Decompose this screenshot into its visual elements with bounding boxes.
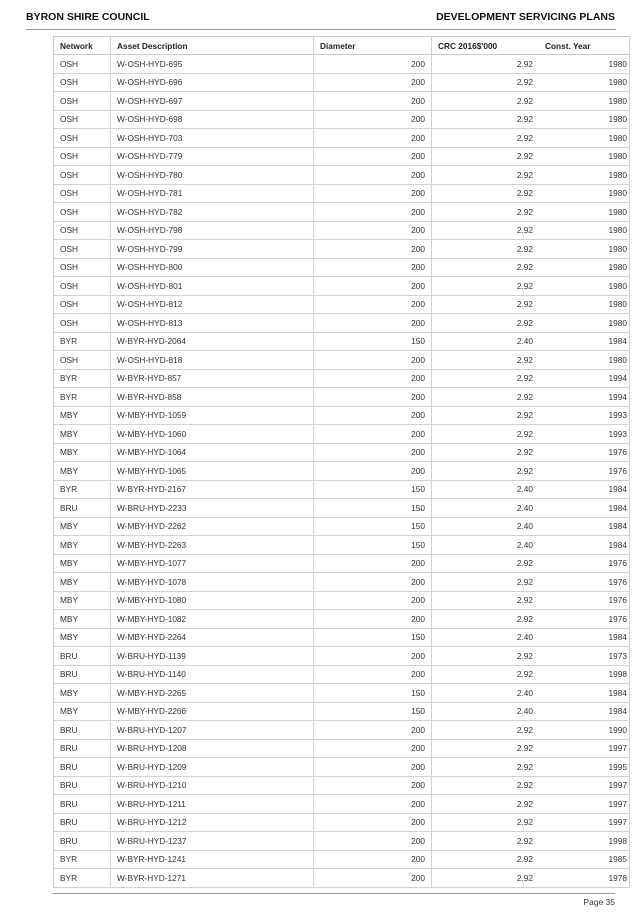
crc-cell: 2.40 (432, 536, 540, 555)
network-cell: OSH (54, 92, 111, 111)
asset-description-cell: W-OSH-HYD-801 (111, 277, 314, 296)
table-row (54, 258, 630, 277)
network-cell: BRU (54, 832, 111, 851)
asset-description-cell: W-BRU-HYD-1212 (111, 813, 314, 832)
asset-description-cell: W-OSH-HYD-818 (111, 351, 314, 370)
table-row (54, 462, 630, 481)
const-year-cell: 1985 (539, 850, 630, 869)
asset-description-cell: W-OSH-HYD-813 (111, 314, 314, 333)
crc-cell: 2.92 (432, 443, 540, 462)
diameter-cell: 200 (314, 721, 432, 740)
crc-cell: 2.92 (432, 776, 540, 795)
table-row (54, 573, 630, 592)
const-year-cell: 1984 (539, 684, 630, 703)
diameter-cell: 200 (314, 258, 432, 277)
const-year-cell: 1980 (539, 295, 630, 314)
table-row (54, 758, 630, 777)
const-year-cell: 1994 (539, 388, 630, 407)
const-year-cell: 1980 (539, 110, 630, 129)
diameter-cell: 200 (314, 92, 432, 111)
diameter-cell: 200 (314, 610, 432, 629)
diameter-cell: 200 (314, 221, 432, 240)
const-year-cell: 1990 (539, 721, 630, 740)
table-row (54, 517, 630, 536)
const-year-cell: 1998 (539, 665, 630, 684)
diameter-cell: 150 (314, 499, 432, 518)
network-cell: MBY (54, 462, 111, 481)
table-row (54, 591, 630, 610)
asset-description-cell: W-MBY-HYD-2266 (111, 702, 314, 721)
network-cell: MBY (54, 406, 111, 425)
column-header-crc: CRC 2016$'000 (432, 37, 540, 55)
table-row (54, 314, 630, 333)
asset-description-cell: W-BYR-HYD-2167 (111, 480, 314, 499)
network-cell: MBY (54, 573, 111, 592)
diameter-cell: 200 (314, 110, 432, 129)
table-row (54, 110, 630, 129)
column-header-const-year: Const. Year (539, 37, 630, 55)
table-row (54, 869, 630, 888)
crc-cell: 2.92 (432, 869, 540, 888)
table-row (54, 665, 630, 684)
crc-cell: 2.92 (432, 647, 540, 666)
table-row (54, 351, 630, 370)
network-cell: OSH (54, 166, 111, 185)
crc-cell: 2.92 (432, 258, 540, 277)
table-row (54, 332, 630, 351)
crc-cell: 2.92 (432, 221, 540, 240)
asset-description-cell: W-MBY-HYD-1059 (111, 406, 314, 425)
asset-description-cell: W-MBY-HYD-2262 (111, 517, 314, 536)
crc-cell: 2.40 (432, 702, 540, 721)
asset-description-cell: W-BYR-HYD-1241 (111, 850, 314, 869)
network-cell: BYR (54, 388, 111, 407)
const-year-cell: 1984 (539, 332, 630, 351)
const-year-cell: 1984 (539, 517, 630, 536)
asset-description-cell: W-MBY-HYD-1065 (111, 462, 314, 481)
crc-cell: 2.40 (432, 332, 540, 351)
const-year-cell: 1980 (539, 203, 630, 222)
network-cell: OSH (54, 258, 111, 277)
network-cell: OSH (54, 73, 111, 92)
table-row (54, 166, 630, 185)
table-row (54, 425, 630, 444)
const-year-cell: 1976 (539, 573, 630, 592)
network-cell: MBY (54, 628, 111, 647)
diameter-cell: 200 (314, 203, 432, 222)
network-cell: MBY (54, 536, 111, 555)
const-year-cell: 1976 (539, 554, 630, 573)
crc-cell: 2.92 (432, 314, 540, 333)
crc-cell: 2.40 (432, 628, 540, 647)
crc-cell: 2.92 (432, 462, 540, 481)
column-header-diameter: Diameter (314, 37, 432, 55)
const-year-cell: 1980 (539, 221, 630, 240)
table-row (54, 443, 630, 462)
table-row (54, 73, 630, 92)
table-row (54, 628, 630, 647)
const-year-cell: 1984 (539, 628, 630, 647)
table-row (54, 499, 630, 518)
crc-cell: 2.92 (432, 129, 540, 148)
network-cell: OSH (54, 277, 111, 296)
table-row (54, 480, 630, 499)
diameter-cell: 150 (314, 536, 432, 555)
table-row (54, 184, 630, 203)
diameter-cell: 150 (314, 684, 432, 703)
asset-description-cell: W-MBY-HYD-1078 (111, 573, 314, 592)
table-row (54, 295, 630, 314)
asset-description-cell: W-MBY-HYD-1082 (111, 610, 314, 629)
const-year-cell: 1980 (539, 184, 630, 203)
crc-cell: 2.92 (432, 295, 540, 314)
table-row (54, 554, 630, 573)
const-year-cell: 1984 (539, 702, 630, 721)
network-cell: OSH (54, 55, 111, 74)
const-year-cell: 1993 (539, 425, 630, 444)
crc-cell: 2.92 (432, 388, 540, 407)
asset-description-cell: W-BRU-HYD-1211 (111, 795, 314, 814)
table-row (54, 795, 630, 814)
diameter-cell: 200 (314, 295, 432, 314)
const-year-cell: 1984 (539, 499, 630, 518)
network-cell: BYR (54, 480, 111, 499)
crc-cell: 2.92 (432, 739, 540, 758)
asset-description-cell: W-OSH-HYD-812 (111, 295, 314, 314)
table-row (54, 536, 630, 555)
table-row (54, 406, 630, 425)
diameter-cell: 200 (314, 758, 432, 777)
crc-cell: 2.92 (432, 110, 540, 129)
diameter-cell: 150 (314, 332, 432, 351)
network-cell: MBY (54, 554, 111, 573)
network-cell: MBY (54, 425, 111, 444)
const-year-cell: 1980 (539, 92, 630, 111)
crc-cell: 2.92 (432, 721, 540, 740)
diameter-cell: 200 (314, 850, 432, 869)
diameter-cell: 200 (314, 832, 432, 851)
network-cell: BYR (54, 369, 111, 388)
header-divider (26, 29, 616, 30)
table-row (54, 221, 630, 240)
footer-divider (53, 893, 615, 894)
diameter-cell: 200 (314, 406, 432, 425)
table-row (54, 739, 630, 758)
table-row (54, 647, 630, 666)
asset-description-cell: W-BRU-HYD-1210 (111, 776, 314, 795)
asset-description-cell: W-OSH-HYD-697 (111, 92, 314, 111)
const-year-cell: 1973 (539, 647, 630, 666)
network-cell: BYR (54, 869, 111, 888)
network-cell: BRU (54, 647, 111, 666)
crc-cell: 2.92 (432, 351, 540, 370)
const-year-cell: 1980 (539, 73, 630, 92)
diameter-cell: 200 (314, 277, 432, 296)
diameter-cell: 150 (314, 628, 432, 647)
asset-description-cell: W-MBY-HYD-2264 (111, 628, 314, 647)
diameter-cell: 200 (314, 184, 432, 203)
network-cell: MBY (54, 684, 111, 703)
crc-cell: 2.92 (432, 369, 540, 388)
diameter-cell: 200 (314, 591, 432, 610)
network-cell: OSH (54, 221, 111, 240)
crc-cell: 2.40 (432, 480, 540, 499)
crc-cell: 2.92 (432, 850, 540, 869)
const-year-cell: 1976 (539, 610, 630, 629)
network-cell: OSH (54, 184, 111, 203)
const-year-cell: 1980 (539, 166, 630, 185)
const-year-cell: 1997 (539, 776, 630, 795)
network-cell: BYR (54, 332, 111, 351)
asset-description-cell: W-BRU-HYD-1139 (111, 647, 314, 666)
diameter-cell: 200 (314, 554, 432, 573)
network-cell: OSH (54, 351, 111, 370)
asset-description-cell: W-BYR-HYD-1271 (111, 869, 314, 888)
crc-cell: 2.92 (432, 425, 540, 444)
diameter-cell: 200 (314, 665, 432, 684)
network-cell: BRU (54, 665, 111, 684)
crc-cell: 2.40 (432, 499, 540, 518)
table-row (54, 147, 630, 166)
asset-description-cell: W-BRU-HYD-2233 (111, 499, 314, 518)
diameter-cell: 200 (314, 129, 432, 148)
table-header-row (54, 37, 630, 55)
asset-description-cell: W-OSH-HYD-782 (111, 203, 314, 222)
diameter-cell: 200 (314, 573, 432, 592)
page-header (26, 8, 615, 26)
crc-cell: 2.92 (432, 813, 540, 832)
network-cell: OSH (54, 147, 111, 166)
document-title: DEVELOPMENT SERVICING PLANS (436, 11, 615, 23)
network-cell: OSH (54, 295, 111, 314)
const-year-cell: 1984 (539, 536, 630, 555)
network-cell: BRU (54, 795, 111, 814)
column-header-asset-description: Asset Description (111, 37, 314, 55)
network-cell: BRU (54, 813, 111, 832)
diameter-cell: 200 (314, 369, 432, 388)
diameter-cell: 200 (314, 869, 432, 888)
network-cell: MBY (54, 702, 111, 721)
asset-description-cell: W-BYR-HYD-858 (111, 388, 314, 407)
const-year-cell: 1980 (539, 147, 630, 166)
crc-cell: 2.92 (432, 184, 540, 203)
network-cell: BRU (54, 758, 111, 777)
table-row (54, 721, 630, 740)
diameter-cell: 200 (314, 314, 432, 333)
const-year-cell: 1980 (539, 129, 630, 148)
diameter-cell: 150 (314, 480, 432, 499)
const-year-cell: 1976 (539, 443, 630, 462)
const-year-cell: 1993 (539, 406, 630, 425)
crc-cell: 2.40 (432, 684, 540, 703)
diameter-cell: 200 (314, 240, 432, 259)
diameter-cell: 200 (314, 776, 432, 795)
asset-description-cell: W-OSH-HYD-779 (111, 147, 314, 166)
network-cell: OSH (54, 314, 111, 333)
const-year-cell: 1980 (539, 314, 630, 333)
diameter-cell: 200 (314, 425, 432, 444)
network-cell: OSH (54, 110, 111, 129)
table-row (54, 684, 630, 703)
crc-cell: 2.92 (432, 832, 540, 851)
crc-cell: 2.92 (432, 573, 540, 592)
diameter-cell: 200 (314, 462, 432, 481)
crc-cell: 2.92 (432, 73, 540, 92)
const-year-cell: 1997 (539, 739, 630, 758)
crc-cell: 2.92 (432, 406, 540, 425)
const-year-cell: 1980 (539, 277, 630, 296)
diameter-cell: 150 (314, 517, 432, 536)
asset-description-cell: W-MBY-HYD-2263 (111, 536, 314, 555)
crc-cell: 2.92 (432, 554, 540, 573)
network-cell: OSH (54, 203, 111, 222)
asset-description-cell: W-BRU-HYD-1208 (111, 739, 314, 758)
asset-description-cell: W-MBY-HYD-1077 (111, 554, 314, 573)
network-cell: BRU (54, 721, 111, 740)
asset-table-container (53, 36, 627, 888)
table-row (54, 702, 630, 721)
table-row (54, 610, 630, 629)
const-year-cell: 1980 (539, 240, 630, 259)
table-row (54, 129, 630, 148)
network-cell: BRU (54, 776, 111, 795)
const-year-cell: 1980 (539, 258, 630, 277)
network-cell: MBY (54, 591, 111, 610)
network-cell: BYR (54, 850, 111, 869)
table-row (54, 240, 630, 259)
asset-description-cell: W-BRU-HYD-1140 (111, 665, 314, 684)
table-row (54, 388, 630, 407)
crc-cell: 2.92 (432, 665, 540, 684)
diameter-cell: 200 (314, 388, 432, 407)
table-row (54, 92, 630, 111)
const-year-cell: 1978 (539, 869, 630, 888)
crc-cell: 2.92 (432, 758, 540, 777)
asset-description-cell: W-MBY-HYD-2265 (111, 684, 314, 703)
const-year-cell: 1997 (539, 795, 630, 814)
diameter-cell: 200 (314, 813, 432, 832)
asset-description-cell: W-MBY-HYD-1080 (111, 591, 314, 610)
crc-cell: 2.92 (432, 240, 540, 259)
network-cell: MBY (54, 517, 111, 536)
page-number: Page 35 (583, 897, 615, 907)
crc-cell: 2.92 (432, 166, 540, 185)
network-cell: MBY (54, 443, 111, 462)
crc-cell: 2.92 (432, 610, 540, 629)
table-row (54, 813, 630, 832)
crc-cell: 2.92 (432, 55, 540, 74)
asset-description-cell: W-OSH-HYD-798 (111, 221, 314, 240)
asset-description-cell: W-OSH-HYD-799 (111, 240, 314, 259)
table-row (54, 277, 630, 296)
column-header-network: Network (54, 37, 111, 55)
asset-description-cell: W-OSH-HYD-800 (111, 258, 314, 277)
const-year-cell: 1984 (539, 480, 630, 499)
table-row (54, 832, 630, 851)
const-year-cell: 1997 (539, 813, 630, 832)
crc-cell: 2.92 (432, 277, 540, 296)
diameter-cell: 200 (314, 443, 432, 462)
table-row (54, 55, 630, 74)
crc-cell: 2.92 (432, 203, 540, 222)
table-row (54, 369, 630, 388)
asset-description-cell: W-OSH-HYD-781 (111, 184, 314, 203)
const-year-cell: 1995 (539, 758, 630, 777)
network-cell: BRU (54, 739, 111, 758)
const-year-cell: 1994 (539, 369, 630, 388)
const-year-cell: 1980 (539, 351, 630, 370)
asset-description-cell: W-MBY-HYD-1060 (111, 425, 314, 444)
diameter-cell: 150 (314, 702, 432, 721)
diameter-cell: 200 (314, 166, 432, 185)
council-name: BYRON SHIRE COUNCIL (26, 11, 150, 23)
table-row (54, 203, 630, 222)
asset-table (53, 36, 630, 888)
diameter-cell: 200 (314, 73, 432, 92)
const-year-cell: 1976 (539, 591, 630, 610)
asset-description-cell: W-OSH-HYD-698 (111, 110, 314, 129)
diameter-cell: 200 (314, 55, 432, 74)
crc-cell: 2.92 (432, 795, 540, 814)
asset-description-cell: W-MBY-HYD-1064 (111, 443, 314, 462)
asset-description-cell: W-OSH-HYD-780 (111, 166, 314, 185)
asset-description-cell: W-BYR-HYD-857 (111, 369, 314, 388)
asset-description-cell: W-BRU-HYD-1207 (111, 721, 314, 740)
diameter-cell: 200 (314, 147, 432, 166)
asset-description-cell: W-OSH-HYD-695 (111, 55, 314, 74)
asset-description-cell: W-OSH-HYD-696 (111, 73, 314, 92)
crc-cell: 2.92 (432, 92, 540, 111)
crc-cell: 2.40 (432, 517, 540, 536)
table-row (54, 776, 630, 795)
network-cell: BRU (54, 499, 111, 518)
asset-description-cell: W-BYR-HYD-2064 (111, 332, 314, 351)
diameter-cell: 200 (314, 739, 432, 758)
crc-cell: 2.92 (432, 591, 540, 610)
asset-description-cell: W-BRU-HYD-1209 (111, 758, 314, 777)
const-year-cell: 1980 (539, 55, 630, 74)
diameter-cell: 200 (314, 647, 432, 666)
const-year-cell: 1976 (539, 462, 630, 481)
table-body (54, 55, 630, 888)
diameter-cell: 200 (314, 351, 432, 370)
network-cell: OSH (54, 129, 111, 148)
network-cell: OSH (54, 240, 111, 259)
asset-description-cell: W-OSH-HYD-703 (111, 129, 314, 148)
table-row (54, 850, 630, 869)
network-cell: MBY (54, 610, 111, 629)
const-year-cell: 1998 (539, 832, 630, 851)
crc-cell: 2.92 (432, 147, 540, 166)
asset-description-cell: W-BRU-HYD-1237 (111, 832, 314, 851)
diameter-cell: 200 (314, 795, 432, 814)
